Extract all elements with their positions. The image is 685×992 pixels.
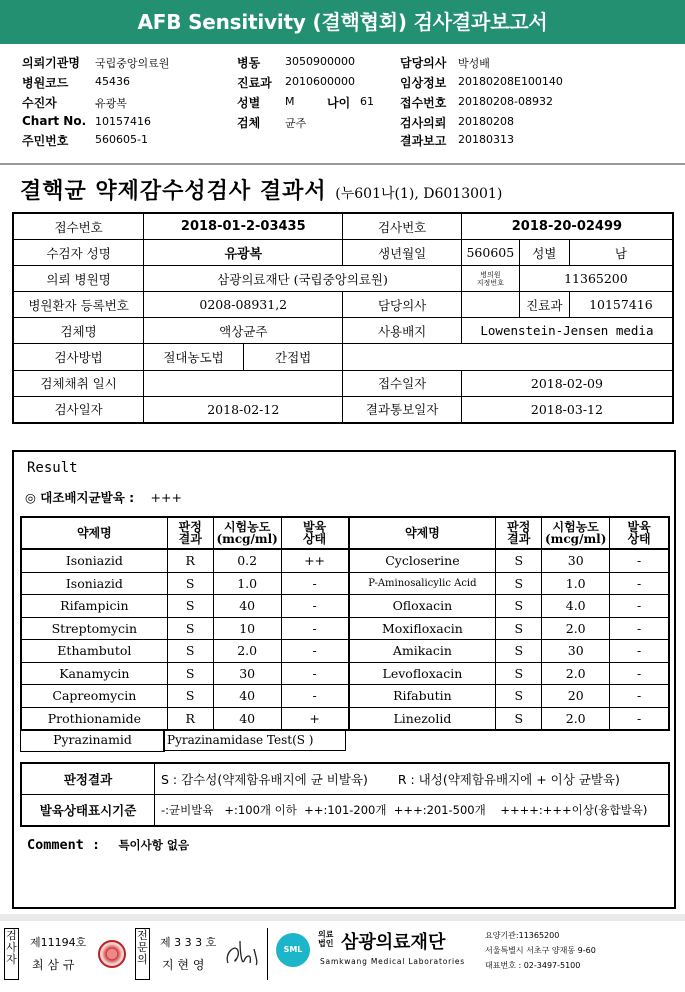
drug-growth: - [281,617,348,640]
header-value: 20180208E100140 [458,75,563,88]
drug-result: S [496,549,542,572]
drug-growth: + [281,707,348,730]
drug-conc: 40 [213,707,281,730]
control-growth [25,488,182,506]
drug-conc: 0.2 [213,549,281,572]
header-label: 임상정보 [400,76,447,90]
header-value: 국립중앙의료원 [95,57,170,70]
sml-logo-icon: SML [276,933,310,967]
drug-result: S [167,662,213,685]
footer-divider-v [267,928,268,980]
header-growth [610,517,669,549]
signature-icon [222,935,262,971]
header-value: 균주 [285,117,307,130]
org-code: 요양기관:11365200 [485,931,560,940]
drug-conc: 30 [542,549,610,572]
cell-value: 2018-02-12 [144,396,343,423]
header-value: 박성배 [458,57,490,70]
drug-sensitivity-table [20,516,670,731]
drug-name: Cycloserine [349,549,496,572]
cell-value: 삼광의료재단 (국립중앙의료원) [144,266,462,292]
legend-key: 발육상태표시기준 [21,795,155,827]
table-row [13,213,673,240]
control-growth-value: +++ [150,490,182,505]
drug-result: S [496,685,542,708]
drug-conc: 10 [213,617,281,640]
legend-s: S : 감수성(약제함유배지에 균 비발육) [161,772,368,787]
cell-label: 접수일자 [343,370,462,396]
header-growth [281,517,348,549]
header-line: 시험농도 [552,520,599,534]
examiner-name: 최 삼 규 [32,958,75,972]
header-label: 검사의뢰 [400,116,447,130]
header-line: 시험농도 [223,520,271,534]
drug-result: S [496,640,542,663]
table-row [13,292,673,318]
drug-conc: 1.0 [213,572,281,595]
cell-value: 남 [569,240,673,266]
cell-value [144,370,343,396]
table-row [13,344,673,370]
table-row [21,795,669,827]
drug-growth: - [281,685,348,708]
table-row [21,572,669,595]
drug-growth: - [281,640,348,663]
cell-label: 검사방법 [13,344,144,370]
table-row [21,549,669,572]
official-seal-icon [98,940,126,968]
drug-name: Isoniazid [21,549,167,572]
specialist-name: 지 현 영 [162,958,205,972]
cell-label: 수검자 성명 [13,240,144,266]
header-label: 병원코드 [22,76,69,90]
drug-result: S [496,595,542,618]
table-row [13,396,673,423]
cell-label: 담당의사 [343,292,462,318]
header-label: 수진자 [22,96,57,110]
header-conc [542,517,610,549]
header-line: 상태 [627,532,651,546]
drug-conc: 30 [213,662,281,685]
drug-result: S [496,707,542,730]
header-label: 검체 [237,116,261,130]
report-title-text: 결핵균 약제감수성검사 결과서 [20,178,327,204]
pyrazinamide-result: Pyrazinamidase Test(S ) [163,730,346,751]
cell-label-line: 지정번호 [476,278,504,287]
org-name-en: Samkwang Medical Laboratories [320,957,465,966]
drug-name: Capreomycin [21,685,167,708]
report-banner: AFB Sensitivity (결핵협회) 검사결과보고서 [0,0,685,44]
cell-value: 간접법 [243,344,342,370]
header-line: (mcg/ml) [216,532,278,546]
cell-value [461,292,519,318]
cell-value: 유광복 [144,240,343,266]
drug-growth: - [281,595,348,618]
table-row [21,763,669,795]
legend-key: 판정결과 [21,763,155,795]
drug-result: S [496,662,542,685]
drug-conc: 40 [213,685,281,708]
drug-growth: - [610,707,669,730]
drug-growth: - [281,572,348,595]
divider [0,163,685,165]
table-header-row [21,517,669,549]
drug-conc: 40 [213,595,281,618]
drug-result: S [167,617,213,640]
header-label: 주민번호 [22,134,69,148]
comment-text: 특이사항 없음 [118,838,190,852]
drug-result: S [167,572,213,595]
cell-value: 2018-20-02499 [461,213,673,240]
drug-growth: - [281,662,348,685]
drug-growth: - [610,595,669,618]
legend-r: R : 내성(약제함유배지에 + 이상 균발육) [397,772,620,787]
header-label: Chart No. [22,114,87,128]
report-code: (누601나(1), D6013001) [335,186,503,202]
header-line: 발육 [302,520,327,534]
cell-label: 접수번호 [13,213,144,240]
header-value: 20180313 [458,133,514,146]
drug-result: S [167,595,213,618]
header-value: 10157416 [95,115,151,128]
cell-value: 2018-01-2-03435 [144,213,343,240]
cell-value: 560605 [461,240,519,266]
cell-label: 생년월일 [343,240,462,266]
drug-name: Levofloxacin [349,662,496,685]
header-judge [167,517,213,549]
specialist-label: 전문의 [135,928,150,980]
header-conc [213,517,281,549]
cell-label-line: 병의원 [480,270,501,279]
drug-result: R [167,549,213,572]
header-value: M [285,95,295,108]
result-label: Result [27,460,78,476]
drug-growth: ++ [281,549,348,572]
pyrazinamide-name: Pyrazinamid [20,730,165,752]
table-row [21,595,669,618]
header-value: 3050900000 [285,55,355,68]
patient-info-table [12,212,674,424]
org-address: 서울특별시 서초구 양재동 9-60 [485,946,596,955]
header-line: 결과 [178,532,202,546]
drug-growth: - [610,685,669,708]
drug-name: Ethambutol [21,640,167,663]
cell-value [343,344,673,370]
drug-growth: - [610,617,669,640]
drug-name: Kanamycin [21,662,167,685]
drug-growth: - [610,572,669,595]
header-label: 결과보고 [400,134,447,148]
examiner-no: 제11194호 [30,936,87,949]
org-type: 의료법인 [318,930,334,948]
header-label: 나이 [327,96,351,110]
drug-name: Prothionamide [21,707,167,730]
drug-name: Rifampicin [21,595,167,618]
drug-conc: 2.0 [542,662,610,685]
drug-name: Streptomycin [21,617,167,640]
header-value: 20180208-08932 [458,95,553,108]
cell-label: 결과통보일자 [343,396,462,423]
header-label: 담당의사 [400,56,447,70]
drug-growth: - [610,549,669,572]
header-line: 상태 [302,532,327,546]
drug-conc: 2.0 [213,640,281,663]
table-row [13,370,673,396]
header-value: 560605-1 [95,133,148,146]
examiner-label: 검사자 [4,928,19,980]
cell-label: 성별 [519,240,569,266]
table-row [21,662,669,685]
report-header [0,50,685,160]
drug-growth: - [610,640,669,663]
table-row [13,318,673,344]
cell-value: 0208-08931,2 [144,292,343,318]
drug-result: S [496,572,542,595]
cell-value: 2018-03-12 [461,396,673,423]
comment [27,837,189,853]
cell-label: 검사번호 [343,213,462,240]
header-line: 판정 [178,520,202,534]
comment-label: Comment : [27,837,101,853]
header-judge [496,517,542,549]
table-row [21,685,669,708]
header-line: 결과 [507,532,531,546]
report-title [20,174,502,205]
drug-name: Linezolid [349,707,496,730]
cell-label: 의뢰 병원명 [13,266,144,292]
cell-value: 10157416 [569,292,673,318]
drug-result: S [496,617,542,640]
drug-name: Isoniazid [21,572,167,595]
header-value: 61 [360,95,374,108]
header-drug: 약제명 [349,517,496,549]
cell-label: 진료과 [519,292,569,318]
table-row [13,240,673,266]
legend-value [155,763,670,795]
org-phone: 대표번호 : 02-3497-5100 [485,961,581,970]
drug-conc: 20 [542,685,610,708]
table-row [21,617,669,640]
table-row [13,266,673,292]
table-row [21,707,669,730]
drug-growth: - [610,662,669,685]
cell-label: 사용배지 [343,318,462,344]
header-value: 45436 [95,75,130,88]
drug-conc: 2.0 [542,617,610,640]
cell-label: 검체채취 일시 [13,370,144,396]
drug-conc: 4.0 [542,595,610,618]
footer-divider [0,914,685,921]
specialist-no: 제 3 3 3 호 [160,936,217,949]
drug-result: S [167,640,213,663]
drug-conc: 1.0 [542,572,610,595]
cell-value: 액상균주 [144,318,343,344]
header-value: 유광복 [95,97,127,110]
header-label: 의뢰기관명 [22,56,80,70]
cell-value: Lowenstein-Jensen media [461,318,673,344]
header-line: 발육 [627,520,651,534]
cell-value: 2018-02-09 [461,370,673,396]
header-label: 성별 [237,96,261,110]
header-label: 병동 [237,56,261,70]
header-value: 20180208 [458,115,514,128]
header-drug: 약제명 [21,517,167,549]
cell-label: 검체명 [13,318,144,344]
legend-value: -:균비발육 +:100개 이하 ++:101-200개 +++:201-500개 ++++:+++이상(융합발육) [155,795,670,827]
cell-label: 병원환자 등록번호 [13,292,144,318]
drug-name: P-Aminosalicylic Acid [349,572,496,595]
drug-name: Rifabutin [349,685,496,708]
header-line: 판정 [507,520,531,534]
header-line: (mcg/ml) [545,532,607,546]
control-growth-label: ◎ 대조배지균발육 : [25,490,135,505]
table-row [21,640,669,663]
header-value: 2010600000 [285,75,355,88]
cell-value: 절대농도법 [144,344,244,370]
header-label: 진료과 [237,76,272,90]
legend-table [20,762,670,827]
drug-result: S [167,685,213,708]
drug-result: R [167,707,213,730]
drug-conc: 30 [542,640,610,663]
drug-conc: 2.0 [542,707,610,730]
drug-name: Amikacin [349,640,496,663]
org-name: 삼광의료재단 [341,932,446,953]
cell-value: 11365200 [519,266,673,292]
cell-label: 검사일자 [13,396,144,423]
header-label: 접수번호 [400,96,447,110]
cell-label [461,266,519,292]
drug-name: Ofloxacin [349,595,496,618]
drug-name: Moxifloxacin [349,617,496,640]
